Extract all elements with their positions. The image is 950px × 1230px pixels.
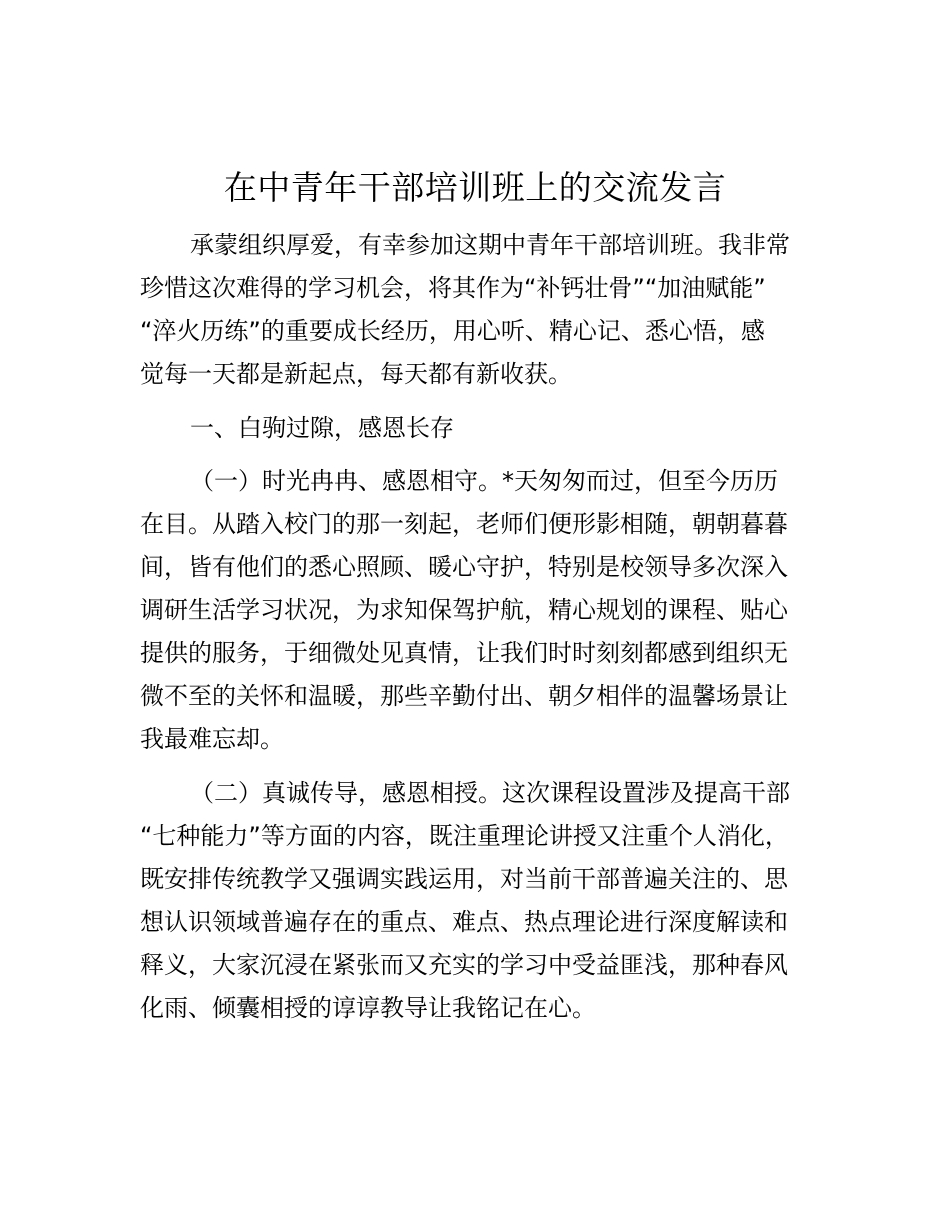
para1-line-6: 微不至的关怀和温暖，那些辛勤付出、朝夕相伴的温馨场景让 [140, 682, 788, 710]
para2-line-1: （二）真诚传导，感恩相授。这次课程设置涉及提高干部 [190, 779, 790, 807]
intro-line-3: “淬火历练”的重要成长经历，用心听、精心记、悉心悟，感 [140, 317, 765, 345]
para2-line-6: 化雨、倾囊相授的谆谆教导让我铭记在心。 [140, 994, 596, 1022]
para2-line-4: 想认识领域普遍存在的重点、难点、热点理论进行深度解读和 [140, 908, 788, 936]
intro-line-4: 觉每一天都是新起点，每天都有新收获。 [140, 360, 572, 388]
document-title: 在中青年干部培训班上的交流发言 [223, 168, 727, 207]
para1-line-3: 间，皆有他们的悉心照顾、暖心守护，特别是校领导多次深入 [140, 553, 788, 581]
para1-line-4: 调研生活学习状况，为求知保驾护航，精心规划的课程、贴心 [140, 596, 788, 624]
section-heading-1: 一、白驹过隙，感恩长存 [190, 414, 454, 442]
para1-line-2: 在目。从踏入校门的那一刻起，老师们便形影相随，朝朝暮暮 [140, 510, 788, 538]
para1-line-1: （一）时光冉冉、感恩相守。*天匆匆而过，但至今历历 [190, 467, 778, 495]
intro-line-2: 珍惜这次难得的学习机会，将其作为“补钙壮骨”“加油赋能” [140, 274, 766, 302]
para2-line-5: 释义，大家沉浸在紧张而又充实的学习中受益匪浅，那种春风 [140, 951, 788, 979]
para1-line-7: 我最难忘却。 [140, 725, 284, 753]
intro-line-1: 承蒙组织厚爱，有幸参加这期中青年干部培训班。我非常 [190, 231, 790, 259]
para2-line-2: “七种能力”等方面的内容，既注重理论讲授又注重个人消化， [140, 822, 789, 850]
para1-line-5: 提供的服务，于细微处见真情，让我们时时刻刻都感到组织无 [140, 639, 788, 667]
para2-line-3: 既安排传统教学又强调实践运用，对当前干部普遍关注的、思 [140, 865, 788, 893]
